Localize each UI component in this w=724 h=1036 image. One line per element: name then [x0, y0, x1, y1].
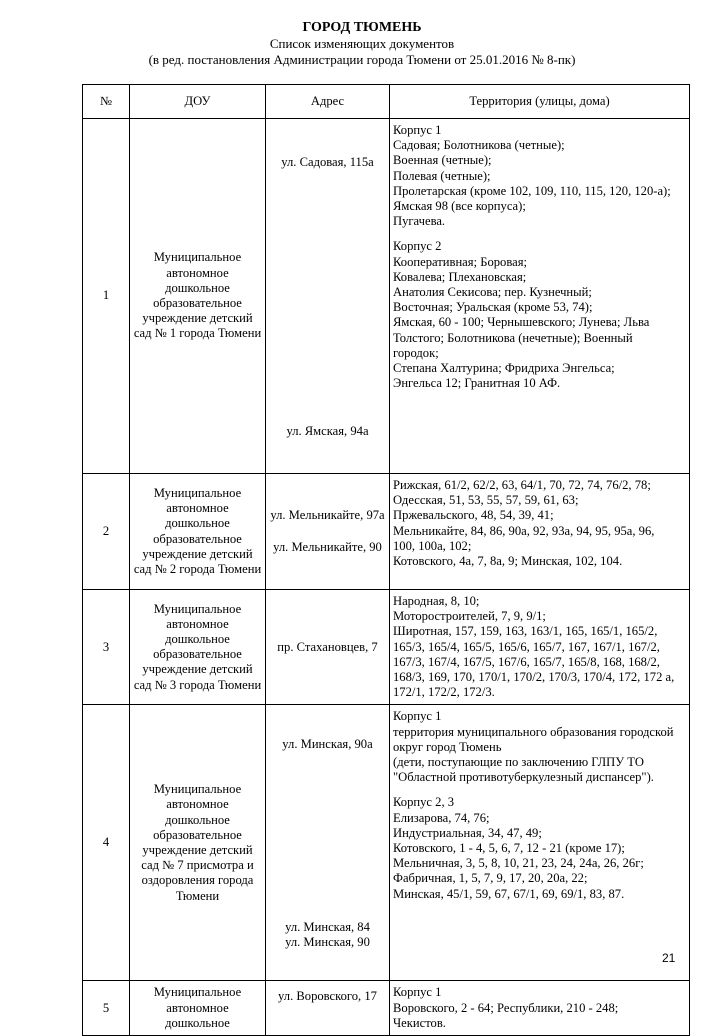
table-row	[83, 474, 690, 590]
territory-line: (дети, поступающие по заключению ГЛПУ ТО	[393, 755, 644, 770]
territory-line: Одесская, 51, 53, 55, 57, 59, 61, 63;	[393, 493, 579, 508]
row-number: 2	[83, 474, 130, 590]
table-row	[83, 590, 690, 705]
territory-line: Корпус 2	[393, 239, 442, 254]
territory-block	[393, 709, 686, 785]
territory-line: Рижская, 61/2, 62/2, 63, 64/1, 70, 72, 74, 76/2, 78;	[393, 478, 651, 492]
territory-cell	[390, 474, 690, 590]
table-row	[83, 119, 690, 474]
territory-line: 167/3, 167/4, 167/5, 167/6, 165/7, 165/8, 168, 168/2,	[393, 654, 660, 669]
territory-line: 168/3, 169, 170, 170/1, 170/2, 170/3, 170/4, 172, 172 а,	[393, 670, 675, 685]
territory-block	[393, 478, 686, 569]
territory-line: Пролетарская (кроме 102, 109, 110, 115, 120, 120-а);	[393, 183, 671, 198]
territory-block	[393, 795, 686, 901]
address-cell	[266, 705, 390, 981]
address-cell	[266, 981, 390, 1036]
territory-line: 172/1, 172/2, 172/3.	[393, 685, 495, 700]
kindergarten-name: Муниципальное автономное дошкольное образовательное учреждение детский сад № 2 города Тюмени	[130, 474, 266, 590]
address: пр. Стахановцев, 7	[277, 639, 378, 654]
page-number: 21	[662, 951, 676, 965]
territory-cell	[390, 590, 690, 705]
territory-line: Корпус 2, 3	[393, 795, 455, 810]
territory-line: Широтная, 157, 159, 163, 163/1, 165, 165/1, 165/2,	[393, 624, 658, 639]
address-cell	[266, 590, 390, 705]
territory-line: Корпус 1	[393, 709, 442, 724]
table-row	[83, 981, 690, 1036]
table-row	[83, 705, 690, 981]
territory-line: Ямская 98 (все корпуса);	[393, 199, 526, 214]
territory-line: Кооперативная; Боровая;	[393, 254, 527, 269]
territory-line: Народная, 8, 10;	[393, 594, 480, 608]
address: ул. Ямская, 94а	[286, 423, 369, 438]
row-number: 4	[83, 705, 130, 981]
row-number: 1	[83, 119, 130, 474]
territory-line: Котовского, 4а, 7, 8а, 9; Минская, 102, 104.	[393, 554, 623, 569]
territory-line: Пржевальского, 48, 54, 39, 41;	[393, 508, 554, 523]
territory-line: Котовского, 1 - 4, 5, 6, 7, 12 - 21 (кроме 17);	[393, 841, 625, 856]
territory-line: Ковалева; Плехановская;	[393, 269, 527, 284]
territory-line: Энгельса 12; Гранитная 10 АФ.	[393, 376, 561, 391]
column-header-number: №	[83, 85, 130, 119]
document-title: ГОРОД ТЮМЕНЬ	[302, 20, 422, 35]
block-spacer	[393, 785, 686, 795]
territory-line: Мельничная, 3, 5, 8, 10, 21, 23, 24, 24а, 26, 26г;	[393, 856, 644, 871]
column-header-address: Адрес	[266, 85, 390, 119]
document-subtitle: Список изменяющих документов	[269, 36, 455, 51]
territory-block	[393, 594, 686, 700]
territory-block	[393, 239, 686, 391]
column-header-dou: ДОУ	[130, 85, 266, 119]
territory-line: Чекистов.	[393, 1015, 446, 1030]
territory-line: Толстого; Болотникова (нечетные); Военный	[393, 330, 633, 345]
kindergarten-name: Муниципальное автономное дошкольное образовательное учреждение детский сад № 1 города Тюмени	[130, 119, 266, 474]
kindergarten-table	[82, 84, 690, 1036]
address: ул. Минская, 90а	[282, 737, 373, 752]
address: ул. Мельникайте, 90	[273, 539, 382, 554]
address-cell	[266, 474, 390, 590]
territory-line: Восточная; Уральская (кроме 53, 74);	[393, 300, 593, 315]
territory-line: Фабричная, 1, 5, 7, 9, 17, 20, 20а, 22;	[393, 871, 588, 886]
territory-cell	[390, 705, 690, 981]
table-header-row	[83, 85, 690, 119]
territory-line: Ямская, 60 - 100; Чернышевского; Лунева; Льва	[393, 315, 650, 330]
territory-line: Садовая; Болотникова (четные);	[393, 138, 565, 153]
territory-line: Полевая (четные);	[393, 168, 491, 183]
territory-line: городок;	[393, 345, 439, 360]
kindergarten-name: Муниципальное автономное дошкольное образовательное учреждение детский сад № 7 присмотра и оздоровления города Тюмени	[130, 705, 266, 981]
territory-line: Воровского, 2 - 64; Республики, 210 - 248;	[393, 1000, 619, 1015]
kindergarten-name: Муниципальное автономное дошкольное образовательное учреждение детский сад № 3 города Тюмени	[130, 590, 266, 705]
kindergarten-name: Муниципальное автономное дошкольное	[130, 981, 266, 1036]
address: ул. Минская, 84 ул. Минская, 90	[285, 920, 370, 950]
territory-cell	[390, 981, 690, 1036]
territory-line: Минская, 45/1, 59, 67, 67/1, 69, 69/1, 83, 87.	[393, 886, 625, 901]
territory-line: Анатолия Секисова; пер. Кузнечный;	[393, 285, 592, 300]
address: ул. Садовая, 115а	[281, 155, 374, 169]
table-body	[83, 119, 690, 1036]
territory-line: "Областной противотуберкулезный диспансер").	[393, 770, 654, 785]
block-spacer	[393, 229, 686, 239]
address: ул. Мельникайте, 97а	[270, 508, 385, 523]
territory-line: территория муниципального образования городской	[393, 724, 674, 739]
territory-line: Индустриальная, 34, 47, 49;	[393, 825, 542, 840]
territory-line: Мельникайте, 84, 86, 90а, 92, 93а, 94, 95, 95а, 96,	[393, 523, 655, 538]
row-number: 3	[83, 590, 130, 705]
territory-line: Корпус 1	[393, 123, 442, 137]
document-header	[0, 20, 724, 68]
territory-block	[393, 123, 686, 229]
territory-line: Моторостроителей, 7, 9, 9/1;	[393, 609, 546, 624]
row-number: 5	[83, 981, 130, 1036]
territory-line: Корпус 1	[393, 985, 442, 1000]
revision-note: (в ред. постановления Администрации города Тюмени от 25.01.2016 № 8-пк)	[148, 52, 576, 67]
address: ул. Воровского, 17	[278, 989, 377, 1004]
territory-line: Пугачева.	[393, 214, 446, 229]
territory-line: 165/3, 165/4, 165/5, 165/6, 165/7, 167, 167/1, 167/2,	[393, 639, 660, 654]
territory-line: Елизарова, 74, 76;	[393, 810, 490, 825]
territory-line: Степана Халтурина; Фридриха Энгельса;	[393, 361, 615, 376]
territory-line: Военная (четные);	[393, 153, 492, 168]
address-cell	[266, 119, 390, 474]
territory-line: 100, 100а, 102;	[393, 538, 472, 553]
territory-cell	[390, 119, 690, 474]
territory-block	[393, 985, 686, 1031]
territory-line: округ город Тюмень	[393, 739, 502, 754]
column-header-territory: Территория (улицы, дома)	[390, 85, 690, 119]
